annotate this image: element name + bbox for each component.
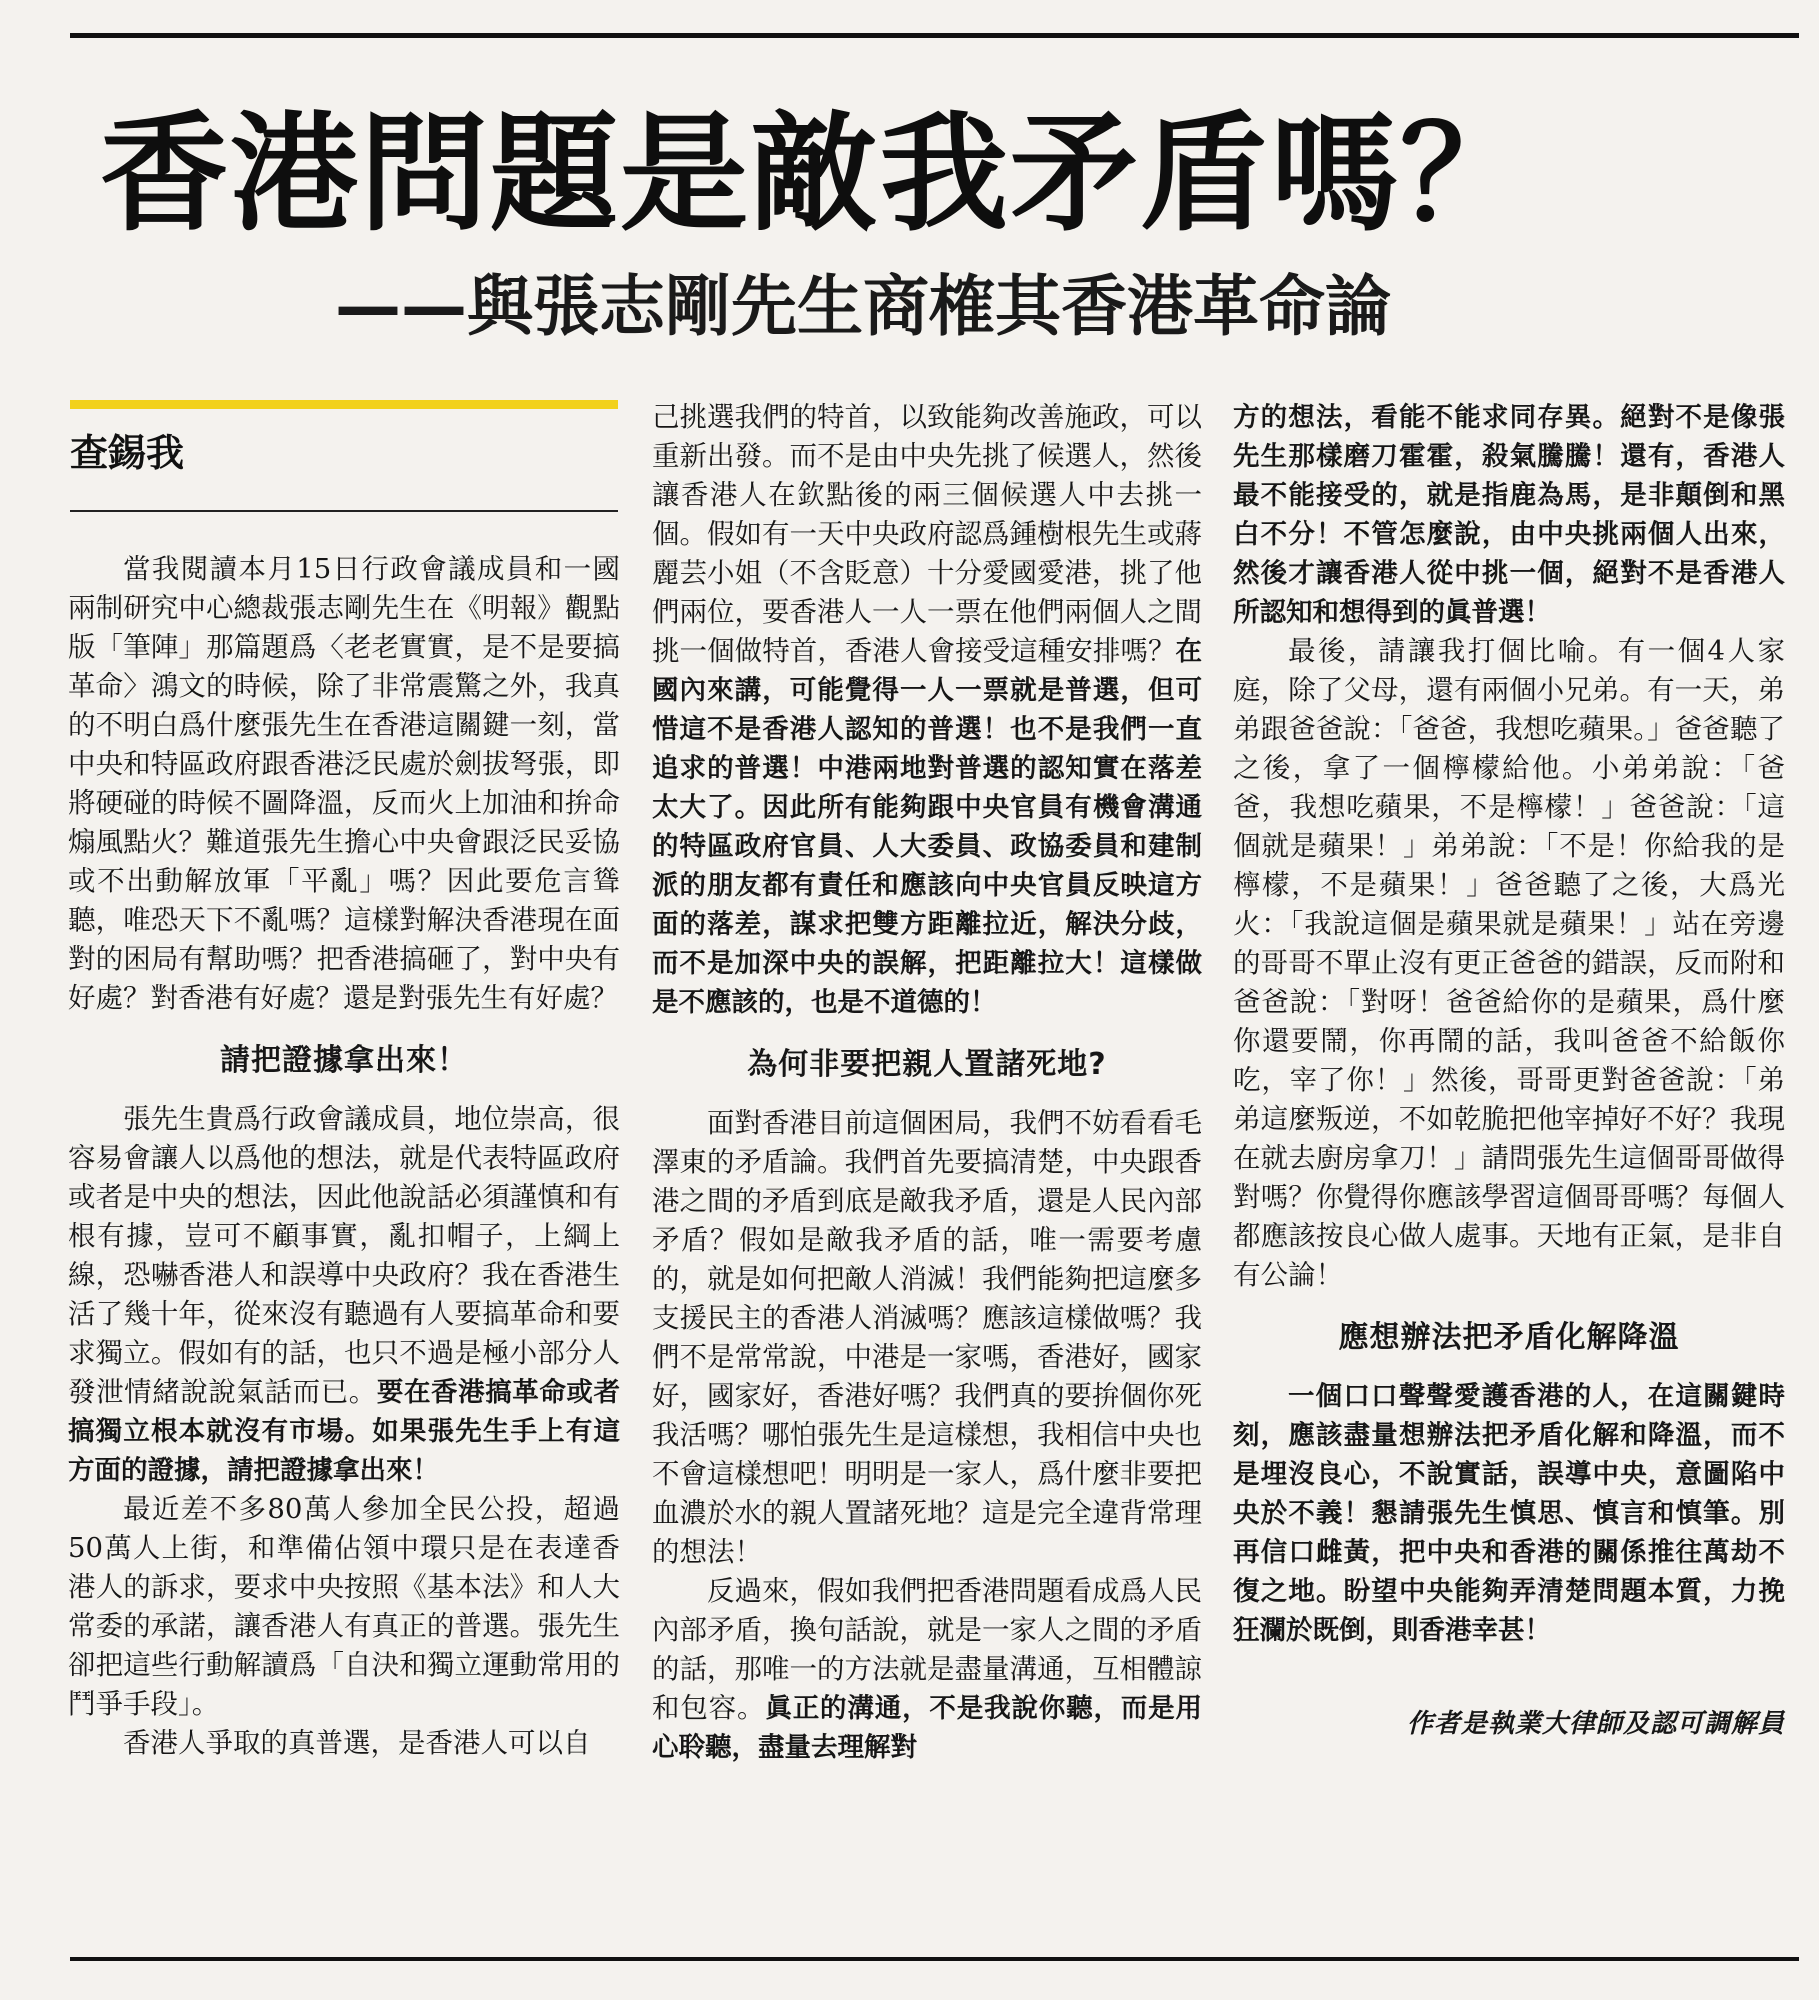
column-1 [68, 550, 620, 1763]
paragraph [652, 1572, 1202, 1767]
bold-text: 一個口口聲聲愛護香港的人，在這關鍵時刻，應該盡量想辦法把矛盾化解和降溫，而不是埋沒良心，不說實話，誤導中央，意圖陷中央於不義！懇請張先生慎思、慎言和慎筆。別再信口雌黃，把中央和香港的關係推往萬劫不復之地。盼望中央能夠弄清楚問題本質，力挽狂瀾於既倒，則香港幸甚！ [1233, 1381, 1785, 1646]
paragraph-text: 張先生貴爲行政會議成員，地位崇高，很容易會讓人以爲他的想法，就是代表特區政府或者是中央的想法，因此他說話必須謹慎和有根有據，豈可不顧事實，亂扣帽子，上綱上線，恐嚇香港人和誤導中央政府？我在香港生活了幾十年，從來沒有聽過有人要搞革命和要求獨立。假如有的話，也只不過是極小部分人發泄情緒說說氣話而已。 [68, 1103, 620, 1408]
paragraph: 香港人爭取的真普選，是香港人可以自 [123, 1727, 591, 1759]
bold-text: 眞正的溝通，不是我說你聽，而是用心聆聽，盡量去理解對 [652, 1693, 1203, 1763]
paragraph: 最後，請讓我打個比喻。有一個4人家庭，除了父母，還有兩個小兄弟。有一天，弟弟跟爸爸說：「爸爸，我想吃蘋果。」爸爸聽了之後，拿了一個檸檬給他。小弟弟說：「爸爸，我想吃蘋果，不是檸檬！」爸爸說：「這個就是蘋果！」弟弟說：「不是！你給我的是檸檬，不是蘋果！」爸爸聽了之後，大爲光火：「我說這個是蘋果就是蘋果！」站在旁邊的哥哥不單止沒有更正爸爸的錯誤，反而附和爸爸說：「對呀！爸爸給你的是蘋果，爲什麼你還要鬧，你再鬧的話，我叫爸爸不給飯你吃，宰了你！」然後，哥哥更對爸爸說：「弟弟這麼叛逆，不如乾脆把他宰掉好不好？我現在就去廚房拿刀！」請問張先生這個哥哥做得對嗎？你覺得你應該學習這個哥哥嗎？每個人都應該按良心做人處事。天地有正氣，是非自有公論！ [1233, 635, 1785, 1291]
section-heading: 應想辦法把矛盾化解降溫 [1338, 1320, 1680, 1355]
subtitle: ——與張志剛先生商榷其香港革命論 [335, 268, 1391, 345]
bottom-rule [70, 1957, 1799, 1961]
paragraph: 面對香港目前這個困局，我們不妨看看毛澤東的矛盾論。我們首先要搞清楚，中央跟香港之間的矛盾到底是敵我矛盾，還是人民內部矛盾？假如是敵我矛盾的話，唯一需要考慮的，就是如何把敵人消滅！我們能夠把這麼多支援民主的香港人消滅嗎？應該這樣做嗎？我們不是常常說，中港是一家嗎，香港好，國家好，國家好，香港好嗎？我們真的要拚個你死我活嗎？哪怕張先生是這樣想，我相信中央也不會這樣想吧！明明是一家人，爲什麼非要把血濃於水的親人置諸死地？這是完全違背常理的想法！ [652, 1107, 1202, 1568]
bold-text: 在國內來講，可能覺得一人一票就是普選，但可惜這不是香港人認知的普選！也不是我們一直追求的普選！中港兩地對普選的認知實在落差太大了。因此所有能夠跟中央官員有機會溝通的特區政府官員、人大委員、政協委員和建制派的朋友都有責任和應該向中央官員反映這方面的落差，謀求把雙方距離拉近，解決分歧，而不是加深中央的誤解，把距離拉大！這樣做是不應該的，也是不道德的！ [652, 636, 1202, 1018]
paragraph-text: 己挑選我們的特首，以致能夠改善施政，可以重新出發。而不是由中央先挑了候選人，然後讓香港人在欽點後的兩三個候選人中去挑一個。假如有一天中央政府認爲鍾樹根先生或蔣麗芸小姐（不含貶意）十分愛國愛港，挑了他們兩位，要香港人一人一票在他們兩個人之間挑一個做特首，香港人會接受這種安排嗎？ [652, 401, 1202, 667]
paragraph: 最近差不多80萬人參加全民公投，超過50萬人上街，和準備佔領中環只是在表達香港人的訴求，要求中央按照《基本法》和人大常委的承諾，讓香港人有真正的普選。張先生卻把這些行動解讀爲「自決和獨立運動常用的鬥爭手段」。 [68, 1493, 620, 1720]
paragraph: 當我閱讀本月15日行政會議成員和一國兩制研究中心總裁張志剛先生在《明報》觀點版「筆陣」那篇題爲〈老老實實，是不是要搞革命〉鴻文的時候，除了非常震驚之外，我真的不明白爲什麼張先生在香港這關鍵一刻，當中央和特區政府跟香港泛民處於劍拔弩張，即將硬碰的時候不圖降溫，反而火上加油和拚命煽風點火？難道張先生擔心中央會跟泛民妥協或不出動解放軍「平亂」嗎？因此要危言聳聽，唯恐天下不亂嗎？這樣對解決香港現在面對的困局有幫助嗎？把香港搞砸了，對中央有好處？對香港有好處？還是對張先生有好處？ [68, 553, 620, 1014]
accent-bar [70, 400, 618, 409]
column-2 [652, 398, 1202, 1767]
section-heading: 請把證據拿出來！ [220, 1043, 468, 1078]
bold-text: 要在香港搞革命或者搞獨立根本就沒有市場。如果張先生手上有這方面的證據，請把證據拿出來！ [68, 1377, 621, 1486]
paragraph [68, 1100, 620, 1490]
author-byline: 查錫我 [70, 431, 185, 475]
paragraph [1233, 398, 1785, 632]
section-heading: 為何非要把親人置諸死地? [747, 1047, 1107, 1082]
paragraph-text: 反過來，假如我們把香港問題看成爲人民內部矛盾，換句話說，就是一家人之間的矛盾的話，那唯一的方法就是盡量溝通，互相體諒和包容。 [652, 1575, 1202, 1724]
paragraph [652, 398, 1202, 1022]
author-note: 作者是執業大律師及認可調解員 [1406, 1709, 1785, 1739]
byline-rule [70, 510, 618, 512]
paragraph [1233, 1377, 1785, 1650]
headline: 香港問題是敵我矛盾嗎？ [100, 100, 1531, 249]
column-3 [1233, 398, 1785, 1742]
bold-text: 方的想法，看能不能求同存異。絕對不是像張先生那樣磨刀霍霍，殺氣騰騰！還有，香港人最不能接受的，就是指鹿為馬，是非顛倒和黑白不分！不管怎麼說，由中央挑兩個人出來，然後才讓香港人從中挑一個，絕對不是香港人所認知和想得到的眞普選！ [1233, 402, 1785, 628]
top-rule [70, 33, 1799, 38]
